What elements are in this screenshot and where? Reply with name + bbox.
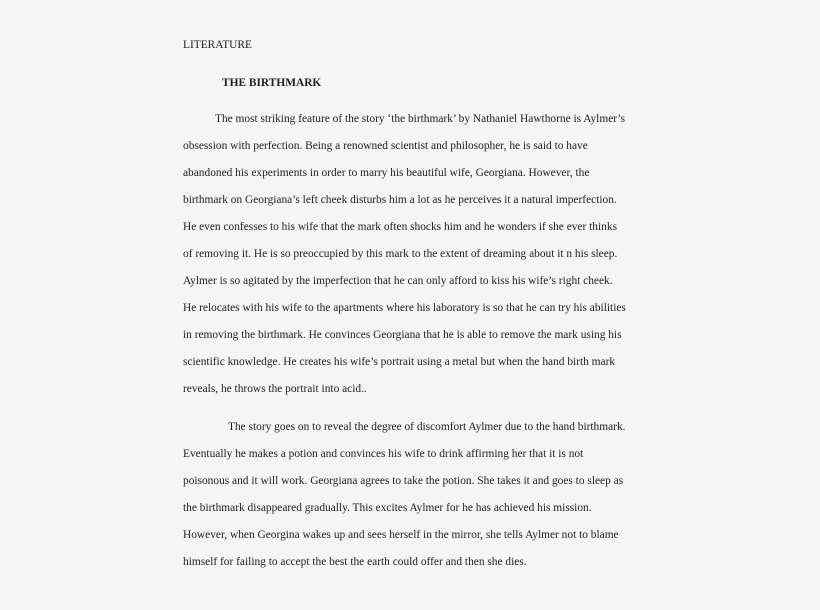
- paragraph-line: The most striking feature of the story ‘the birthmark’ by Nathaniel Hawthorne is Aylmer’s: [215, 113, 626, 125]
- paragraph-line: of removing it. He is so preoccupied by this mark to the extent of dreaming about it n his sleep.: [183, 248, 618, 260]
- paragraph-line: obsession with perfection. Being a renowned scientist and philosopher, he is said to have: [183, 140, 588, 152]
- paragraph-line: the birthmark disappeared gradually. This excites Aylmer for he has achieved his mission.: [183, 502, 592, 514]
- paragraph-line: He even confesses to his wife that the mark often shocks him and he wonders if she ever thinks: [183, 221, 617, 233]
- paragraph-line: Eventually he makes a potion and convinces his wife to drink affirming her that it is not: [183, 448, 584, 460]
- paragraph-line: reveals, he throws the portrait into acid..: [183, 383, 367, 395]
- paragraph-line: abandoned his experiments in order to marry his beautiful wife, Georgiana. However, the: [183, 167, 590, 179]
- paragraph-line: Aylmer is so agitated by the imperfection that he can only afford to kiss his wife’s right cheek.: [183, 275, 613, 287]
- subject-heading: LITERATURE: [183, 39, 252, 51]
- paragraph-line: scientific knowledge. He creates his wife’s portrait using a metal but when the hand birth mark: [183, 356, 616, 368]
- paragraph-line: He relocates with his wife to the apartments where his laboratory is so that he can try his abilities: [183, 302, 626, 314]
- paragraph-line: birthmark on Georgiana’s left cheek disturbs him a lot as he perceives it a natural imperfection.: [183, 194, 617, 206]
- paragraph-line: However, when Georgina wakes up and sees herself in the mirror, she tells Aylmer not to blame: [183, 529, 619, 541]
- essay-title: THE BIRTHMARK: [222, 77, 322, 89]
- paragraph-line: The story goes on to reveal the degree of discomfort Aylmer due to the hand birthmark.: [228, 421, 626, 433]
- paragraph-line: poisonous and it will work. Georgiana agrees to take the potion. She takes it and goes to sleep as: [183, 475, 624, 487]
- paragraph-line: himself for failing to accept the best the earth could offer and then she dies.: [183, 556, 527, 568]
- paragraph-line: in removing the birthmark. He convinces Georgiana that he is able to remove the mark using his: [183, 329, 622, 341]
